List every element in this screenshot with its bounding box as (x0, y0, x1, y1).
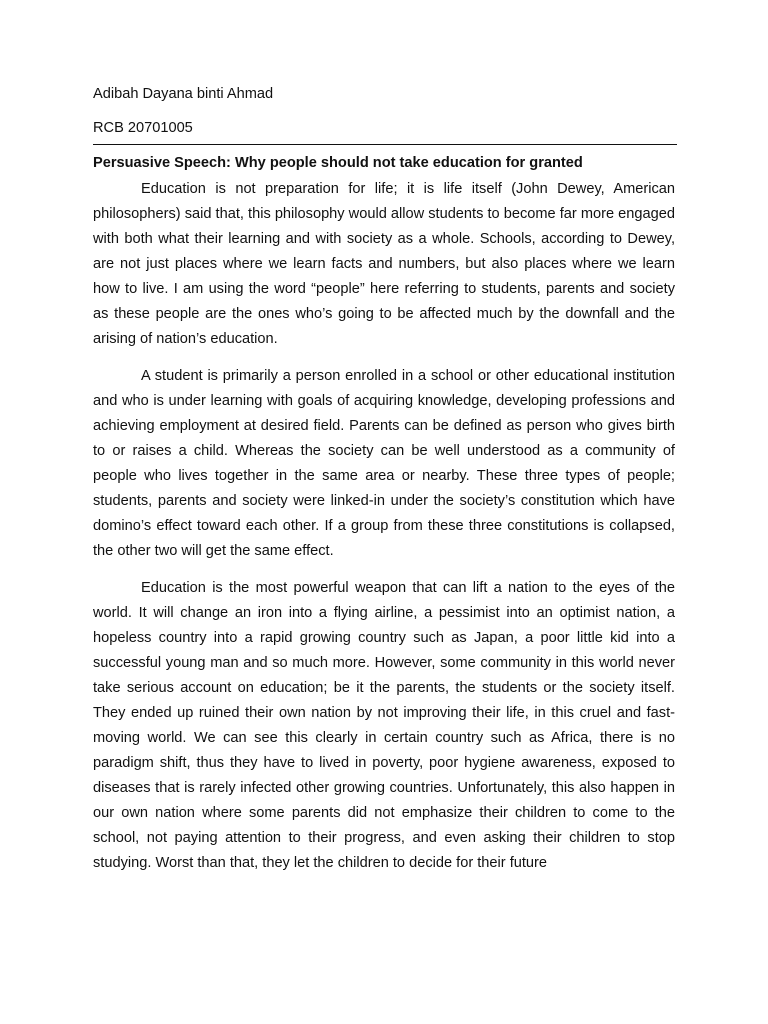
document-page (93, 84, 675, 888)
paragraph-1: Education is not preparation for life; it is life itself (John Dewey, American philosophers) said that, this philosophy would allow students to become far more engaged with both what their learning and with society as a whole. Schools, according to Dewey, are not just places where we learn facts and numbers, but also places where we learn how to live. I am using the word “people” here referring to students, parents and society as these people are the ones who’s going to be affected much by the downfall and the arising of nation’s education. (93, 181, 675, 347)
author-name: Adibah Dayana binti Ahmad (93, 86, 274, 102)
student-id: RCB 20701005 (93, 120, 193, 136)
header-divider (93, 144, 677, 145)
document-title: Persuasive Speech: Why people should not take education for granted (93, 155, 583, 171)
paragraph-3: Education is the most powerful weapon that can lift a nation to the eyes of the world. It will change an iron into a flying airline, a pessimist into an optimist nation, a hopeless country into a rapid growing country such as Japan, a poor little kid into a successful young man and so much more. However, some community in this world never take serious account on education; be it the parents, the students or the society itself. They ended up ruined their own nation by not improving their life, in this cruel and fast-moving world. We can see this clearly in certain country such as Africa, there is no paradigm shift, thus they have to lived in poverty, poor hygiene awareness, exposed to diseases that is rarely infected other growing countries. Unfortunately, this also happen in our own nation where some parents did not emphasize their children to come to the school, not paying attention to their progress, and even asking their children to stop studying. Worst than that, they let the children to decide for their future (93, 580, 675, 871)
paragraph-2: A student is primarily a person enrolled in a school or other educational institution and who is under learning with goals of acquiring knowledge, developing professions and achieving employment at desired field. Parents can be defined as person who gives birth to or raises a child. Whereas the society can be well understood as a community of people who lives together in the same area or nearby. These three types of people; students, parents and society were linked-in under the society’s constitution which have domino’s effect toward each other. If a group from these three constitutions is collapsed, the other two will get the same effect. (93, 368, 675, 559)
